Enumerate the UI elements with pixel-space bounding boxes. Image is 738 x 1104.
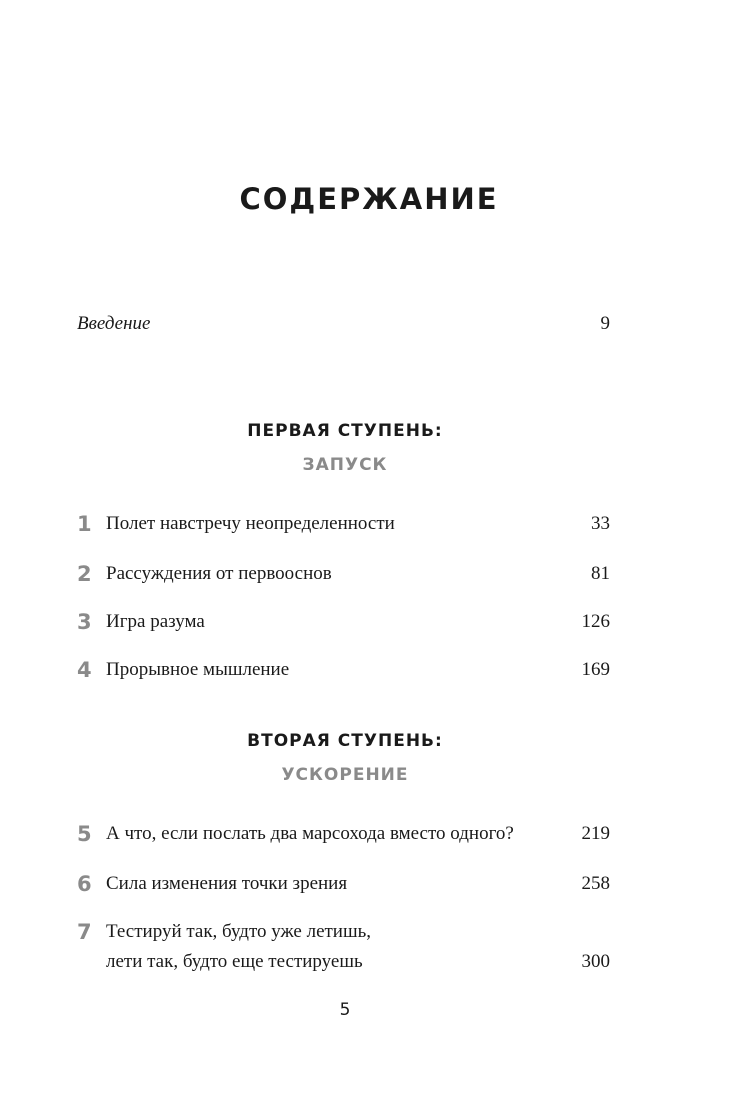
chapter-title-line-2: лети так, будто еще тестируешь: [106, 951, 363, 972]
chapter-title: Полет навстречу неопределенности: [106, 513, 395, 534]
page-number: 5: [339, 1000, 351, 1020]
chapter-page: 126: [581, 611, 610, 632]
chapter-page: 169: [581, 659, 610, 680]
chapter-title: Сила изменения точки зрения: [106, 873, 348, 894]
chapter-title-line-1: Тестируй так, будто уже летишь,: [106, 921, 372, 942]
chapter-number: 4: [77, 658, 92, 682]
chapter-title: Прорывное мышление: [106, 659, 290, 680]
chapter-number: 2: [77, 562, 92, 586]
chapter-page: 219: [581, 823, 610, 844]
chapter-page: 258: [581, 873, 610, 894]
part-2-title: ВТОРАЯ СТУПЕНЬ:: [247, 731, 443, 751]
chapter-page: 81: [591, 563, 610, 584]
page-title: СОДЕРЖАНИЕ: [239, 182, 499, 216]
chapter-number: 7: [77, 920, 92, 944]
chapter-number: 3: [77, 610, 92, 634]
chapter-number: 5: [77, 822, 92, 846]
chapter-page: 300: [581, 951, 610, 972]
intro-label: Введение: [77, 313, 151, 334]
chapter-title: А что, если послать два марсохода вместо одного?: [106, 823, 514, 844]
chapter-page: 33: [591, 513, 610, 534]
part-1-subtitle: ЗАПУСК: [302, 455, 388, 475]
chapter-title: Рассуждения от первооснов: [106, 563, 332, 584]
toc-intro-row[interactable]: [77, 313, 610, 335]
part-2-subtitle: УСКОРЕНИЕ: [281, 765, 409, 785]
chapter-number: 6: [77, 872, 92, 896]
chapter-title: Игра разума: [106, 611, 205, 632]
intro-page-number: 9: [600, 313, 610, 334]
chapter-number: 1: [77, 512, 92, 536]
part-1-title: ПЕРВАЯ СТУПЕНЬ:: [247, 421, 443, 441]
